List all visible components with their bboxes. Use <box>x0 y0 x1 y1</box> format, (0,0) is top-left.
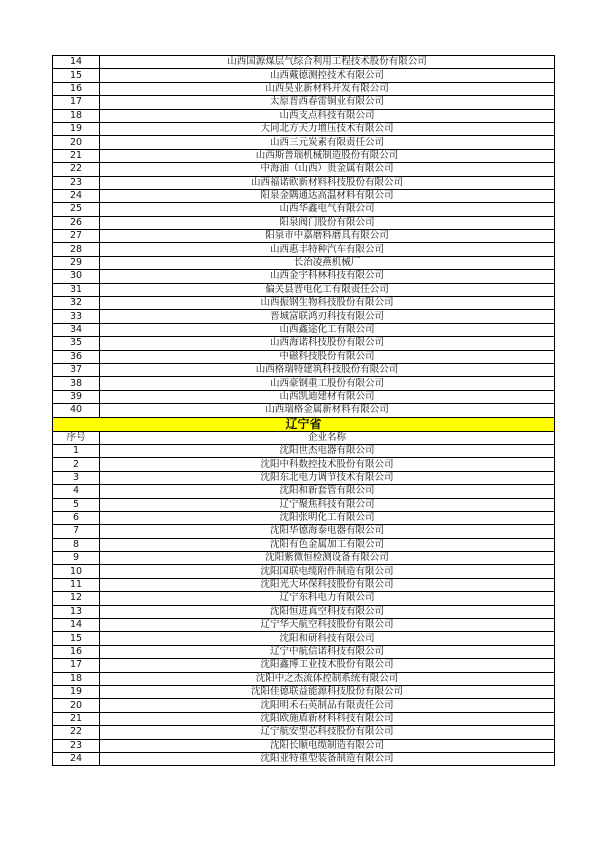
table-row <box>53 685 555 698</box>
company-name: 长治凌燕机械厂 <box>100 256 555 269</box>
row-number: 2 <box>53 458 100 471</box>
company-name: 山西海诺科技股份有限公司 <box>100 337 555 350</box>
table-row <box>53 632 555 645</box>
company-name: 山西鑫途化工有限公司 <box>100 323 555 336</box>
row-number: 28 <box>53 243 100 256</box>
company-name: 山西瑞格金属新材料有限公司 <box>100 404 555 417</box>
table-row <box>53 444 555 457</box>
company-name: 山西支点科技有限公司 <box>100 109 555 122</box>
row-number: 18 <box>53 672 100 685</box>
company-name: 山西昊业新材料开发有限公司 <box>100 82 555 95</box>
column-header-company: 企业名称 <box>100 431 555 444</box>
row-number: 17 <box>53 659 100 672</box>
company-name: 沈阳恒进真空科技有限公司 <box>100 605 555 618</box>
table-row <box>53 592 555 605</box>
row-number: 14 <box>53 619 100 632</box>
row-number: 30 <box>53 270 100 283</box>
row-number: 25 <box>53 203 100 216</box>
company-name: 山西福诺欧新材料科技股份有限公司 <box>100 176 555 189</box>
table-row <box>53 256 555 269</box>
company-name: 沈阳华德海泰电器有限公司 <box>100 525 555 538</box>
row-number: 40 <box>53 404 100 417</box>
table-row <box>53 659 555 672</box>
table-row <box>53 122 555 135</box>
table-row <box>53 390 555 403</box>
table-row <box>53 699 555 712</box>
row-number: 32 <box>53 297 100 310</box>
table-row <box>53 189 555 202</box>
table-row <box>53 498 555 511</box>
company-name: 中磁科技股份有限公司 <box>100 350 555 363</box>
row-number: 23 <box>53 739 100 752</box>
company-name: 沈阳东北电力调节技术有限公司 <box>100 471 555 484</box>
table-row <box>53 511 555 524</box>
table-row <box>53 82 555 95</box>
row-number: 6 <box>53 511 100 524</box>
company-list-table <box>52 55 555 766</box>
table-row <box>53 404 555 417</box>
row-number: 14 <box>53 56 100 69</box>
company-name: 中海油（山西）贵金属有限公司 <box>100 163 555 176</box>
shanxi-section <box>53 56 555 418</box>
table-row <box>53 377 555 390</box>
province-header-row <box>53 417 555 431</box>
table-row <box>53 619 555 632</box>
table-row <box>53 96 555 109</box>
table-row <box>53 270 555 283</box>
row-number: 9 <box>53 552 100 565</box>
row-number: 35 <box>53 337 100 350</box>
row-number: 11 <box>53 578 100 591</box>
company-name: 山西凯迪建材有限公司 <box>100 390 555 403</box>
company-name: 沈阳亚特重型装备制造有限公司 <box>100 752 555 765</box>
row-number: 22 <box>53 726 100 739</box>
row-number: 16 <box>53 82 100 95</box>
row-number: 1 <box>53 444 100 457</box>
company-name: 山西三元炭素有限责任公司 <box>100 136 555 149</box>
table-row <box>53 283 555 296</box>
row-number: 8 <box>53 538 100 551</box>
table-row <box>53 56 555 69</box>
company-name: 山西金宇科林科技有限公司 <box>100 270 555 283</box>
company-name: 沈阳鑫博工业技术股份有限公司 <box>100 659 555 672</box>
company-name: 沈阳佳德联益能源科技股份有限公司 <box>100 685 555 698</box>
row-number: 34 <box>53 323 100 336</box>
table-row <box>53 712 555 725</box>
row-number: 38 <box>53 377 100 390</box>
company-name: 沈阳中科数控技术股份有限公司 <box>100 458 555 471</box>
row-number: 26 <box>53 216 100 229</box>
row-number: 17 <box>53 96 100 109</box>
province-title: 辽宁省 <box>53 417 555 431</box>
company-name: 辽宁航安型芯科技股份有限公司 <box>100 726 555 739</box>
row-number: 4 <box>53 485 100 498</box>
row-number: 13 <box>53 605 100 618</box>
table-row <box>53 538 555 551</box>
company-name: 沈阳有色金属加工有限公司 <box>100 538 555 551</box>
row-number: 21 <box>53 149 100 162</box>
column-header-row <box>53 431 555 444</box>
company-name: 山西戴德测控技术有限公司 <box>100 69 555 82</box>
company-name: 晋城富联鸿刃科技有限公司 <box>100 310 555 323</box>
table-row <box>53 109 555 122</box>
column-header-number: 序号 <box>53 431 100 444</box>
row-number: 27 <box>53 230 100 243</box>
table-row <box>53 216 555 229</box>
liaoning-rows <box>53 444 555 765</box>
company-name: 山西国源煤层气综合利用工程技术股份有限公司 <box>100 56 555 69</box>
row-number: 5 <box>53 498 100 511</box>
table-row <box>53 363 555 376</box>
row-number: 16 <box>53 645 100 658</box>
row-number: 33 <box>53 310 100 323</box>
company-name: 辽宁中航信诺科技有限公司 <box>100 645 555 658</box>
table-row <box>53 672 555 685</box>
table-row <box>53 605 555 618</box>
company-name: 大同北方天力增压技术有限公司 <box>100 122 555 135</box>
company-name: 山西斯普瑞机械制造股份有限公司 <box>100 149 555 162</box>
table-row <box>53 297 555 310</box>
company-name: 辽宁聚焦科技有限公司 <box>100 498 555 511</box>
company-name: 沈阳长顺电缆制造有限公司 <box>100 739 555 752</box>
company-name: 沈阳和研科技有限公司 <box>100 632 555 645</box>
company-name: 沈阳光大环保科技股份有限公司 <box>100 578 555 591</box>
row-number: 19 <box>53 685 100 698</box>
company-name: 沈阳紫微恒检测设备有限公司 <box>100 552 555 565</box>
table-row <box>53 645 555 658</box>
row-number: 23 <box>53 176 100 189</box>
table-row <box>53 726 555 739</box>
liaoning-section <box>53 417 555 444</box>
company-name: 沈阳明禾石英制品有限责任公司 <box>100 699 555 712</box>
row-number: 36 <box>53 350 100 363</box>
company-name: 沈阳欧施盾新材料科技有限公司 <box>100 712 555 725</box>
company-name: 偏关县晋电化工有限责任公司 <box>100 283 555 296</box>
row-number: 20 <box>53 699 100 712</box>
table-row <box>53 350 555 363</box>
table-row <box>53 203 555 216</box>
row-number: 19 <box>53 122 100 135</box>
table-row <box>53 739 555 752</box>
table-row <box>53 525 555 538</box>
table-row <box>53 458 555 471</box>
row-number: 18 <box>53 109 100 122</box>
table-row <box>53 149 555 162</box>
company-name: 沈阳张明化工有限公司 <box>100 511 555 524</box>
row-number: 20 <box>53 136 100 149</box>
table-row <box>53 485 555 498</box>
table-row <box>53 176 555 189</box>
row-number: 22 <box>53 163 100 176</box>
table-row <box>53 578 555 591</box>
row-number: 24 <box>53 189 100 202</box>
row-number: 15 <box>53 632 100 645</box>
table-row <box>53 230 555 243</box>
company-name: 山西华鑫电气有限公司 <box>100 203 555 216</box>
company-name: 沈阳中之杰流体控制系统有限公司 <box>100 672 555 685</box>
row-number: 15 <box>53 69 100 82</box>
company-name: 山西振钢生物科技股份有限公司 <box>100 297 555 310</box>
table-row <box>53 752 555 765</box>
table-row <box>53 323 555 336</box>
company-name: 沈阳世杰电器有限公司 <box>100 444 555 457</box>
company-name: 阳泉市中嘉磨料磨具有限公司 <box>100 230 555 243</box>
table-row <box>53 310 555 323</box>
company-name: 辽宁东科电力有限公司 <box>100 592 555 605</box>
row-number: 3 <box>53 471 100 484</box>
table-row <box>53 565 555 578</box>
row-number: 12 <box>53 592 100 605</box>
row-number: 10 <box>53 565 100 578</box>
table-row <box>53 552 555 565</box>
company-name: 阳泉金隅通达高温材料有限公司 <box>100 189 555 202</box>
company-name: 山西格瑞特建筑科技股份有限公司 <box>100 363 555 376</box>
table-row <box>53 69 555 82</box>
company-name: 山西豪钢重工股份有限公司 <box>100 377 555 390</box>
table-row <box>53 337 555 350</box>
company-name: 太原晋西春雷铜业有限公司 <box>100 96 555 109</box>
row-number: 37 <box>53 363 100 376</box>
row-number: 29 <box>53 256 100 269</box>
row-number: 21 <box>53 712 100 725</box>
row-number: 24 <box>53 752 100 765</box>
company-name: 沈阳国联电缆附件制造有限公司 <box>100 565 555 578</box>
table-row <box>53 163 555 176</box>
company-name: 阳泉阀门股份有限公司 <box>100 216 555 229</box>
company-name: 沈阳和新套管有限公司 <box>100 485 555 498</box>
row-number: 39 <box>53 390 100 403</box>
table-row <box>53 243 555 256</box>
table-row <box>53 136 555 149</box>
company-name: 辽宁华天航空科技股份有限公司 <box>100 619 555 632</box>
row-number: 7 <box>53 525 100 538</box>
company-name: 山西惠丰特种汽车有限公司 <box>100 243 555 256</box>
row-number: 31 <box>53 283 100 296</box>
table-row <box>53 471 555 484</box>
